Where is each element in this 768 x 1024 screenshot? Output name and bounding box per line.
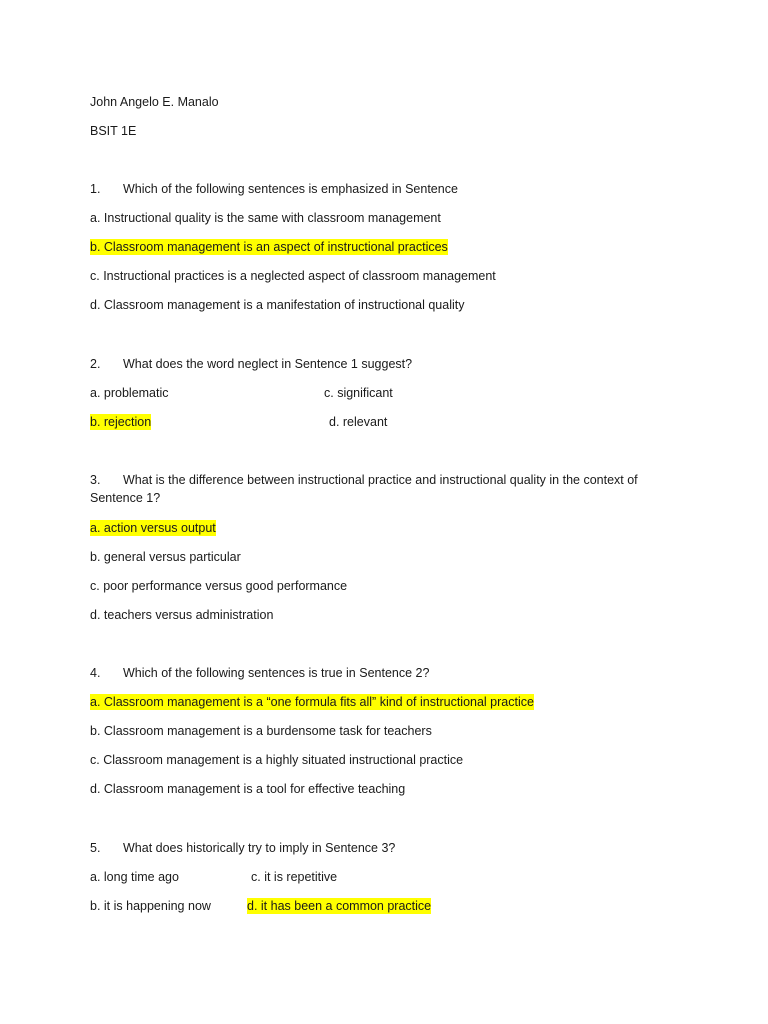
q5-option-d: d. it has been a common practice: [247, 899, 432, 913]
question-5-text: What does historically try to imply in Sentence 3?: [123, 841, 396, 855]
question-2: [90, 356, 412, 372]
q1-option-b: b. Classroom management is an aspect of instructional practices: [90, 240, 448, 254]
student-name: John Angelo E. Manalo: [90, 95, 219, 109]
q4-option-b: b. Classroom management is a burdensome task for teachers: [90, 724, 432, 738]
question-3: [90, 472, 638, 488]
question-3-number: 3.: [90, 473, 101, 487]
q2-option-c: c. significant: [324, 386, 393, 400]
question-5-number: 5.: [90, 841, 101, 855]
q5-option-c: c. it is repetitive: [251, 870, 338, 884]
question-2-text: What does the word neglect in Sentence 1 suggest?: [123, 357, 413, 371]
q5-option-a: a. long time ago: [90, 870, 179, 884]
question-4: [90, 665, 429, 681]
q1-option-c: c. Instructional practices is a neglected aspect of classroom management: [90, 269, 496, 283]
question-1-number: 1.: [90, 182, 101, 196]
q4-option-d: d. Classroom management is a tool for effective teaching: [90, 782, 406, 796]
question-1-text: Which of the following sentences is emphasized in Sentence: [123, 182, 458, 196]
question-2-number: 2.: [90, 357, 101, 371]
q1-option-a: a. Instructional quality is the same with classroom management: [90, 211, 441, 225]
q3-option-c: c. poor performance versus good performance: [90, 579, 348, 593]
q3-option-b: b. general versus particular: [90, 550, 241, 564]
q3-option-a: a. action versus output: [90, 521, 216, 535]
question-3-text: What is the difference between instructional practice and instructional quality in the context of: [123, 473, 638, 487]
q2-option-b: b. rejection: [90, 415, 152, 429]
q4-option-c: c. Classroom management is a highly situated instructional practice: [90, 753, 464, 767]
question-1: [90, 181, 458, 197]
q2-option-d: d. relevant: [329, 415, 388, 429]
question-4-number: 4.: [90, 666, 101, 680]
q3-option-d: d. teachers versus administration: [90, 608, 274, 622]
student-section: BSIT 1E: [90, 124, 137, 138]
question-5: [90, 840, 395, 856]
q4-option-a: a. Classroom management is a “one formula fits all” kind of instructional practice: [90, 695, 534, 709]
q5-option-b: b. it is happening now: [90, 899, 211, 913]
q2-option-a: a. problematic: [90, 386, 169, 400]
question-4-text: Which of the following sentences is true in Sentence 2?: [123, 666, 430, 680]
question-3-continued: Sentence 1?: [90, 491, 161, 505]
q1-option-d: d. Classroom management is a manifestation of instructional quality: [90, 298, 465, 312]
